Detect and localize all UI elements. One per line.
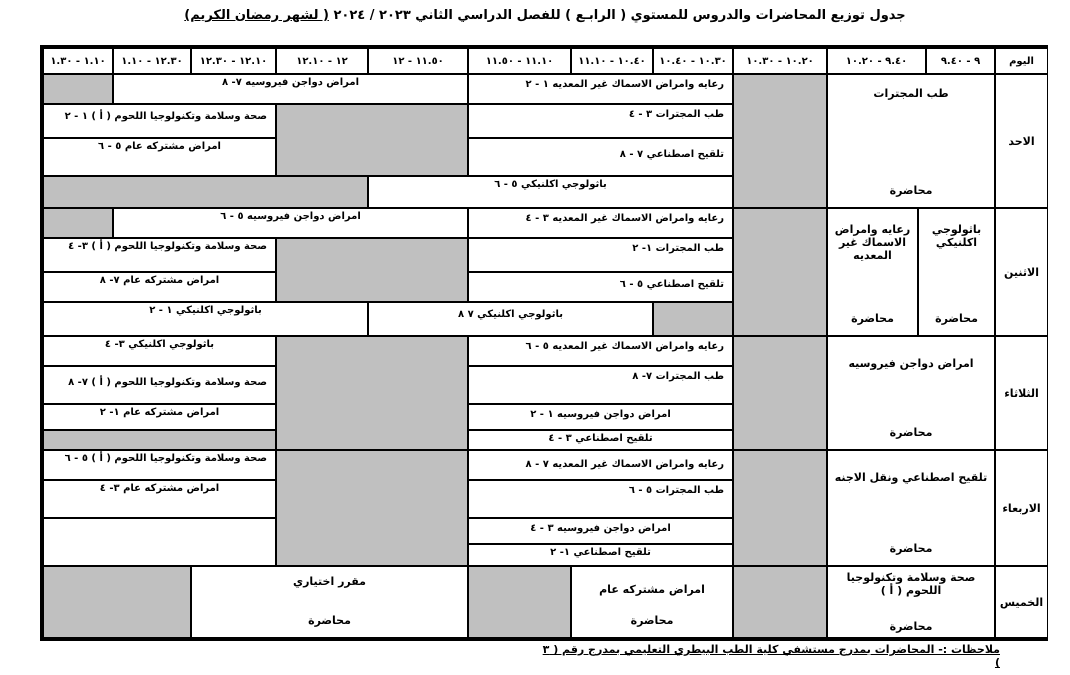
header-slot: ١٠.٣٠ - ١٠.٤٠: [653, 48, 733, 74]
lecture-cell: [827, 74, 995, 208]
break-cell: [43, 176, 368, 208]
break-cell: [43, 74, 113, 104]
break-cell: [733, 336, 827, 450]
lecture-cell: [827, 566, 995, 638]
section-cell: امراض دواجن فيروسيه ٣ - ٤: [468, 518, 733, 544]
day-monday: الاثنين: [995, 208, 1048, 336]
section-cell: امراض مشتركه عام ٧- ٨: [43, 272, 276, 302]
section-cell: امراض دواجن فيروسيه ٥ - ٦: [113, 208, 468, 238]
day-tuesday: الثلاثاء: [995, 336, 1048, 450]
header-slot: ١.١٠ - ١.٣٠: [43, 48, 113, 74]
section-cell: امراض مشتركه عام ٥ - ٦: [43, 138, 276, 176]
section-cell: صحة وسلامة وتكنولوجيا اللحوم ( أ ) ٥ - ٦: [43, 450, 276, 480]
lecture-label: محاضرة: [889, 426, 933, 439]
section-cell: طب المجترات ١- ٢: [468, 238, 733, 272]
section-cell: باثولوجي اكلنيكي ١ - ٢: [43, 302, 368, 336]
header-slot: ١٢ - ١٢.١٠: [276, 48, 368, 74]
section-cell: رعايه وامراض الاسماك غير المعديه ٣ - ٤: [468, 208, 733, 238]
lecture-label: محاضرة: [851, 312, 894, 325]
lecture-label: محاضرة: [889, 184, 933, 197]
lecture-subject: تلقيح اصطناعي ونقل الاجنه: [834, 471, 988, 484]
header-slot: ١٠.٢٠ - ١٠.٣٠: [733, 48, 827, 74]
section-cell: رعايه وامراض الاسماك غير المعديه ٥ - ٦: [468, 336, 733, 366]
header-slot: ١٢.١٠ - ١٢.٣٠: [191, 48, 276, 74]
header-slot: ١١.٥٠ - ١٢: [368, 48, 468, 74]
break-cell: [43, 208, 113, 238]
title-ramadan: ( لشهر رمضان الكريم): [184, 8, 329, 23]
title-main: جدول توزيع المحاضرات والدروس للمستوي ( الرابـع ) للفصل الدراسي الثاني ٢٠٢٣ / ٢٠٢٤: [333, 8, 906, 23]
lecture-label: محاضرة: [308, 614, 351, 627]
header-slot: ١٠.٤٠ - ١١.١٠: [571, 48, 653, 74]
break-cell: [276, 336, 468, 450]
lecture-label: محاضرة: [889, 620, 933, 633]
break-cell: [733, 208, 827, 336]
lecture-cell: [191, 566, 468, 638]
section-cell: طب المجترات ٣ - ٤: [468, 104, 733, 138]
section-cell: تلقيح اصطناعي ٧ - ٨: [468, 138, 733, 176]
break-cell: [733, 566, 827, 638]
lecture-cell: [827, 336, 995, 450]
lecture-subject: مقرر اختياري: [293, 575, 366, 588]
section-cell: امراض دواجن فيروسيه ١ - ٢: [468, 404, 733, 430]
lecture-subject: رعايه وامراض الاسماك غير المعديه: [834, 223, 911, 262]
section-cell: امراض مشتركه عام ١- ٢: [43, 404, 276, 430]
section-cell: طب المجترات ٥ - ٦: [468, 480, 733, 518]
day-wednesday: الاربعاء: [995, 450, 1048, 566]
schedule-table: [40, 45, 1048, 641]
header-slot: ٩ - ٩.٤٠: [926, 48, 995, 74]
header-slot: ١٢.٣٠ - ١.١٠: [113, 48, 191, 74]
break-cell: [276, 104, 468, 176]
lecture-label: محاضرة: [630, 614, 674, 627]
lecture-cell: [918, 208, 995, 336]
section-cell: رعايه وامراض الاسماك غير المعديه ٧ - ٨: [468, 450, 733, 480]
section-cell: باثولوجي اكلنيكي ٣- ٤: [43, 336, 276, 366]
section-cell: تلقيح اصطناعي ٥ - ٦: [468, 272, 733, 302]
header-slot: ٩.٤٠ - ١٠.٢٠: [827, 48, 926, 74]
section-cell: باثولوجي اكلنيكي ٧ ٨: [368, 302, 653, 336]
break-cell: [43, 566, 191, 638]
section-cell: باثولوجي اكلنيكي ٥ - ٦: [368, 176, 733, 208]
lecture-cell: [571, 566, 733, 638]
break-cell: [276, 238, 468, 302]
lecture-subject: طب المجترات: [873, 87, 949, 100]
lecture-cell: [827, 208, 918, 336]
lecture-label: محاضرة: [889, 542, 933, 555]
lecture-subject: امراض مشتركه عام: [599, 583, 705, 596]
page-title: [160, 8, 930, 23]
section-cell: رعايه وامراض الاسماك غير المعديه ١ - ٢: [468, 74, 733, 104]
header-day: اليوم: [995, 48, 1048, 74]
day-sunday: الاحد: [995, 74, 1048, 208]
section-cell: صحة وسلامة وتكنولوجيا اللحوم ( أ ) ٣- ٤: [43, 238, 276, 272]
break-cell: [468, 566, 571, 638]
section-cell: امراض دواجن فيروسيه ٧- ٨: [113, 74, 468, 104]
break-cell: [733, 74, 827, 208]
lecture-cell: [827, 450, 995, 566]
section-cell: طب المجترات ٧- ٨: [468, 366, 733, 404]
break-cell: [43, 430, 276, 450]
break-cell: [653, 302, 733, 336]
section-cell: امراض مشتركه عام ٣- ٤: [43, 480, 276, 518]
break-cell: [276, 450, 468, 566]
section-cell: تلقيح اصطناعي ٣ - ٤: [468, 430, 733, 450]
lecture-subject: امراض دواجن فيروسيه: [848, 357, 974, 370]
notes: ملاحظات :- المحاضرات بمدرج مستشفي كلية الطب البيطري التعليمي بمدرج رقم ( ٣ ): [542, 643, 1000, 669]
empty-cell: [43, 518, 276, 566]
day-thursday: الخميس: [995, 566, 1048, 638]
lecture-subject: باثولوجي اكلنيكي: [931, 223, 982, 249]
header-slot: ١١.١٠ - ١١.٥٠: [468, 48, 571, 74]
break-cell: [733, 450, 827, 566]
lecture-subject: صحة وسلامة وتكنولوجيا اللحوم ( أ ): [846, 571, 976, 597]
section-cell: صحة وسلامة وتكنولوجيا اللحوم ( أ ) ١ - ٢: [43, 104, 276, 138]
section-cell: تلقيح اصطناعي ١- ٢: [468, 544, 733, 566]
section-cell: صحة وسلامة وتكنولوجيا اللحوم ( أ ) ٧- ٨: [43, 366, 276, 404]
lecture-label: محاضرة: [935, 312, 978, 325]
